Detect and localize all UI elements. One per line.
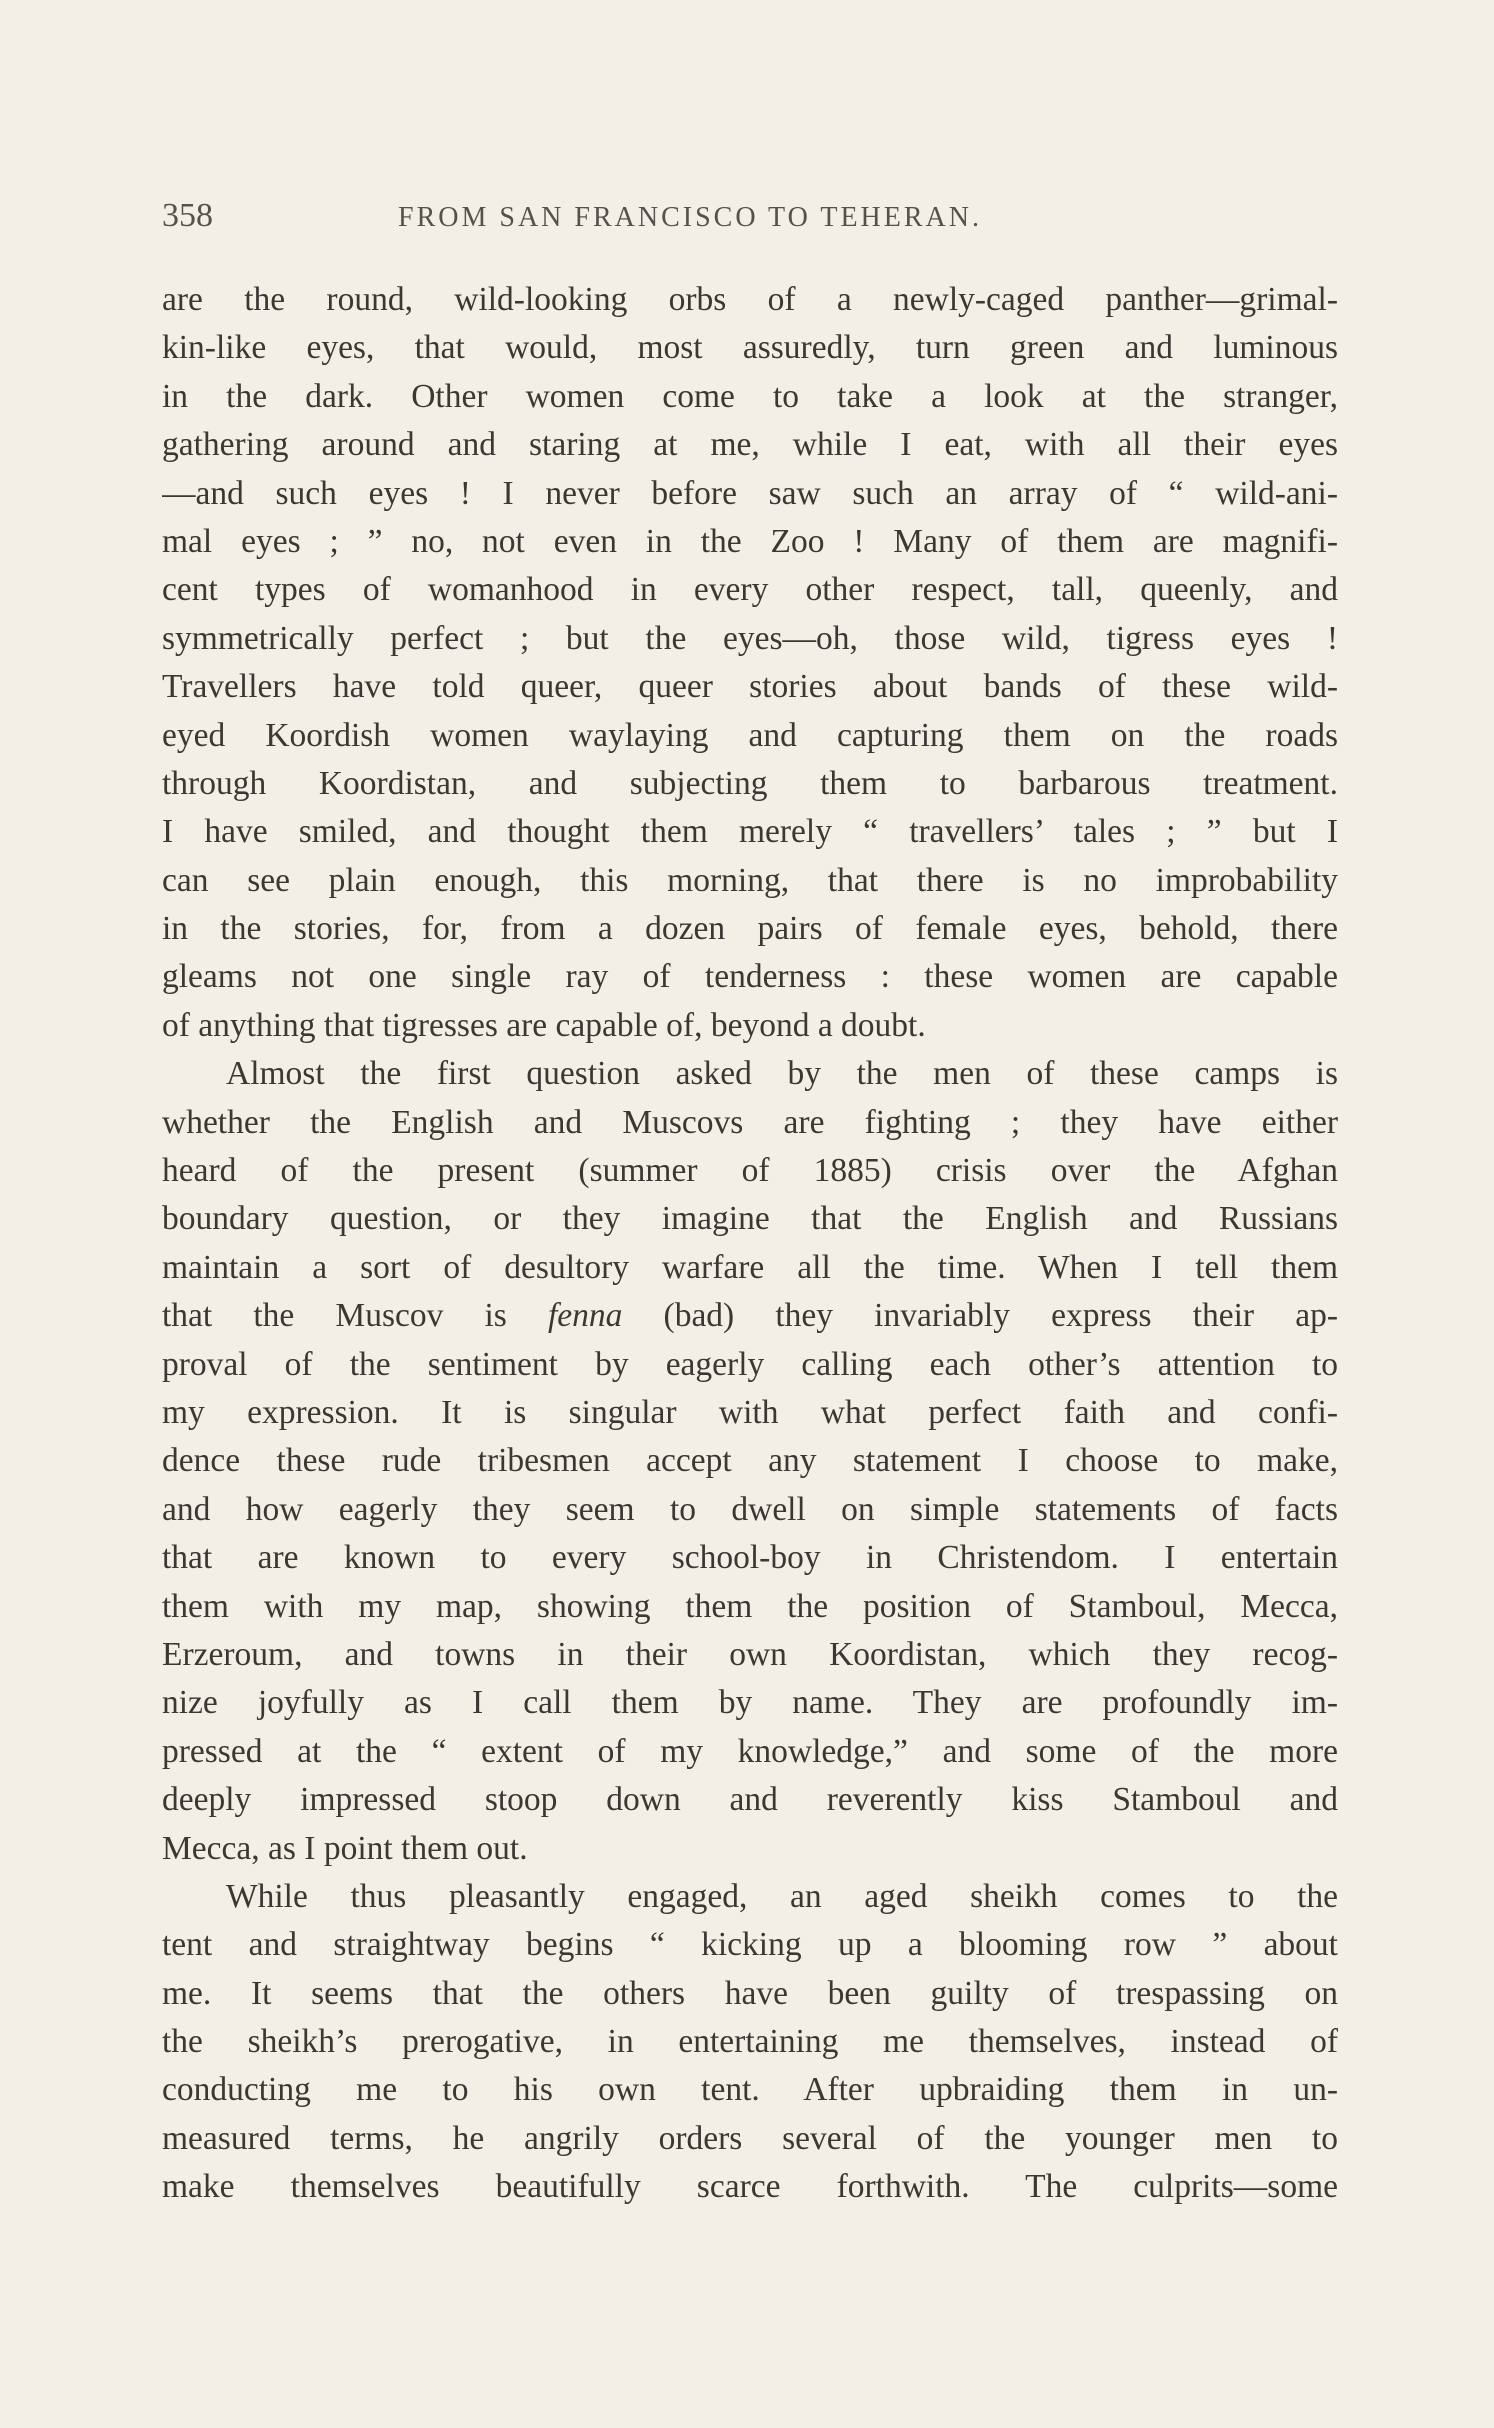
body-text <box>162 276 1338 2212</box>
text-line: the sheikh’s prerogative, in entertaining me themselves, instead of <box>162 2023 1338 2061</box>
text-line: symmetrically perfect ; but the eyes—oh, those wild, tigress eyes ! <box>162 619 1338 657</box>
text-line: whether the English and Muscovs are fighting ; they have either <box>162 1103 1338 1141</box>
text-line: proval of the sentiment by eagerly calling each other’s attention to <box>162 1345 1338 1383</box>
text-line: can see plain enough, this morning, that there is no improbability <box>162 861 1338 899</box>
text-line: through Koordistan, and subjecting them to barbarous treatment. <box>162 764 1338 802</box>
text-line: cent types of womanhood in every other respect, tall, queenly, and <box>162 571 1338 609</box>
text-span: that the Muscov is <box>162 1297 548 1335</box>
text-line: Erzeroum, and towns in their own Koordistan, which they recog- <box>162 1635 1338 1673</box>
text-line: measured terms, he angrily orders several of the younger men to <box>162 2119 1338 2157</box>
text-line: Mecca, as I point them out. <box>162 1829 528 1867</box>
running-head <box>162 196 1342 236</box>
text-line: boundary question, or they imagine that the English and Russians <box>162 1200 1338 1238</box>
text-line: heard of the present (summer of 1885) crisis over the Afghan <box>162 1152 1338 1190</box>
text-line: Almost the first question asked by the men of these camps is <box>226 1055 1338 1093</box>
text-line: in the stories, for, from a dozen pairs of female eyes, behold, there <box>162 910 1338 948</box>
text-line: them with my map, showing them the position of Stamboul, Mecca, <box>162 1587 1338 1625</box>
running-title: FROM SAN FRANCISCO TO TEHERAN. <box>398 202 982 233</box>
text-line: and how eagerly they seem to dwell on simple statements of facts <box>162 1490 1338 1528</box>
text-line: nize joyfully as I call them by name. They are profoundly im- <box>162 1684 1338 1722</box>
text-line: me. It seems that the others have been guilty of trespassing on <box>162 1974 1338 2012</box>
text-line: tent and straightway begins “ kicking up a blooming row ” about <box>162 1926 1338 1964</box>
text-line: I have smiled, and thought them merely “ travellers’ tales ; ” but I <box>162 813 1338 851</box>
text-line: eyed Koordish women waylaying and capturing them on the roads <box>162 716 1338 754</box>
text-line: that are known to every school-boy in Christendom. I entertain <box>162 1539 1338 1577</box>
text-line: —and such eyes ! I never before saw such an array of “ wild-ani- <box>162 474 1338 512</box>
text-line: my expression. It is singular with what perfect faith and confi- <box>162 1393 1338 1431</box>
text-line: gleams not one single ray of tenderness : these women are capable <box>162 958 1338 996</box>
text-line <box>162 1292 1338 1340</box>
text-line: dence these rude tribesmen accept any statement I choose to make, <box>162 1442 1338 1480</box>
text-line: While thus pleasantly engaged, an aged sheikh comes to the <box>226 1877 1338 1915</box>
text-line: are the round, wild-looking orbs of a newly-caged panther—grimal- <box>162 281 1338 318</box>
italic-word: fenna <box>547 1297 623 1335</box>
text-line: mal eyes ; ” no, not even in the Zoo ! Many of them are magnifi- <box>162 522 1338 560</box>
text-line: deeply impressed stoop down and reverently kiss Stamboul and <box>162 1781 1338 1819</box>
text-line: conducting me to his own tent. After upbraiding them in un- <box>162 2071 1338 2109</box>
text-line: maintain a sort of desultory warfare all the time. When I tell them <box>162 1248 1338 1286</box>
text-line: Travellers have told queer, queer stories about bands of these wild- <box>162 668 1338 706</box>
text-line: in the dark. Other women come to take a look at the stranger, <box>162 377 1338 415</box>
text-line: pressed at the “ extent of my knowledge,” and some of the more <box>162 1732 1338 1770</box>
text-span: (bad) they invariably express their ap- <box>622 1297 1338 1335</box>
page-number: 358 <box>162 197 213 234</box>
text-line: of anything that tigresses are capable of, beyond a doubt. <box>162 1006 926 1044</box>
text-line: make themselves beautifully scarce forthwith. The culprits—some <box>162 2168 1338 2206</box>
text-line: gathering around and staring at me, while I eat, with all their eyes <box>162 426 1338 464</box>
text-line: kin-like eyes, that would, most assuredly, turn green and luminous <box>162 329 1338 367</box>
